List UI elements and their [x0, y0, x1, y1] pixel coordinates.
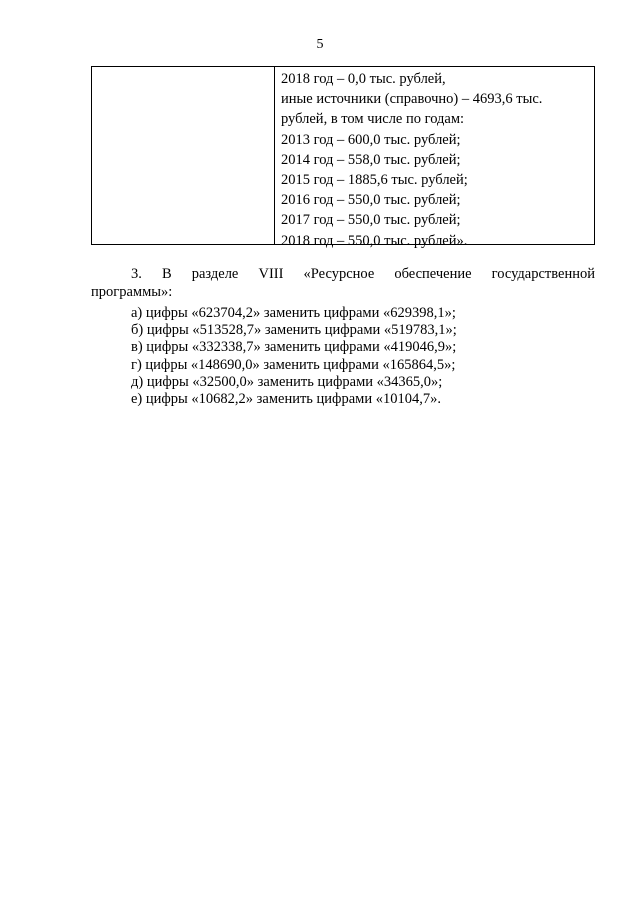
table-line: 2018 год – 550,0 тыс. рублей».: [281, 232, 468, 249]
table-line: 2017 год – 550,0 тыс. рублей;: [281, 212, 461, 229]
paragraph-word: 3.: [131, 266, 142, 282]
paragraph-word: VIII: [258, 266, 284, 282]
list-item: а) цифры «623704,2» заменить цифрами «629398,1»;: [131, 305, 456, 321]
table-left-cell: [92, 67, 275, 244]
paragraph-word: обеспечение: [394, 266, 472, 282]
table-line: 2018 год – 0,0 тыс. рублей,: [281, 71, 446, 87]
paragraph-word: «Ресурсное: [303, 266, 375, 282]
paragraph-word: В: [161, 266, 172, 282]
list-item: е) цифры «10682,2» заменить цифрами «10104,7».: [131, 391, 441, 408]
paragraph-continuation: программы»:: [91, 284, 173, 300]
paragraph-word: государственной: [491, 266, 595, 282]
page-number: 5: [316, 37, 324, 52]
amendment-list: [131, 305, 457, 408]
section-3-paragraph: [91, 265, 595, 301]
table-line: 2016 год – 550,0 тыс. рублей;: [281, 192, 461, 209]
list-item: в) цифры «332338,7» заменить цифрами «419046,9»;: [131, 339, 457, 356]
table-line: 2014 год – 558,0 тыс. рублей;: [281, 151, 461, 168]
paragraph-first-line: [91, 265, 595, 283]
list-item: д) цифры «32500,0» заменить цифрами «34365,0»;: [131, 373, 443, 390]
funding-table: [91, 66, 595, 249]
list-item: б) цифры «513528,7» заменить цифрами «519783,1»;: [131, 322, 457, 339]
table-line: 2013 год – 600,0 тыс. рублей;: [281, 131, 461, 148]
paragraph-word: разделе: [191, 266, 239, 282]
list-item: г) цифры «148690,0» заменить цифрами «165864,5»;: [131, 356, 456, 373]
table-line: рублей, в том числе по годам:: [281, 111, 465, 128]
table-line: 2015 год – 1885,6 тыс. рублей;: [281, 172, 468, 189]
table-line: иные источники (справочно) – 4693,6 тыс.: [281, 91, 543, 108]
table-right-cell: [275, 67, 594, 249]
